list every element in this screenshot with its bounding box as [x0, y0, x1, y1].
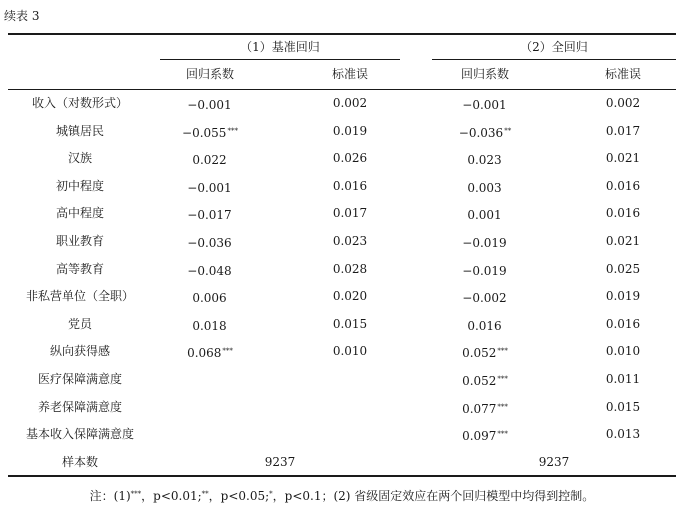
row-label-value: 党员 — [67, 317, 92, 331]
coef-full — [432, 96, 538, 112]
row-label-value: 医疗保障满意度 — [37, 372, 122, 386]
row-label — [0, 400, 160, 414]
coef-full — [432, 206, 538, 222]
se-baseline-value: 0.002 — [332, 96, 368, 110]
se-baseline-value: 0.026 — [332, 151, 368, 165]
coef-baseline — [160, 262, 260, 278]
row-label-value: 养老保障满意度 — [37, 400, 122, 414]
coef-baseline — [160, 344, 260, 360]
row-label-value: 职业教育 — [55, 234, 104, 248]
coef-baseline-value: −0.055 — [182, 126, 227, 140]
coef-full — [432, 179, 538, 195]
coef-baseline-value: 0.018 — [192, 319, 227, 333]
se-full-value: 0.013 — [605, 427, 641, 441]
coef-baseline — [160, 151, 260, 167]
sample-size-baseline: 9237 — [264, 455, 296, 469]
row-label — [0, 151, 160, 165]
coef-baseline — [160, 372, 260, 388]
note-prefix: 注：(1) — [89, 489, 131, 503]
coef-baseline-value: −0.017 — [187, 208, 232, 222]
coef-baseline — [160, 317, 260, 333]
se-baseline-value: 0.020 — [332, 289, 368, 303]
coef-full-value: 0.052 — [462, 374, 497, 388]
se-baseline — [300, 317, 400, 331]
se-baseline-value: 0.015 — [332, 317, 368, 331]
column-header-coef-1: 回归系数 — [185, 67, 234, 81]
se-full-value: 0.002 — [605, 96, 641, 110]
group-header-full: （2）全回归 — [520, 40, 588, 54]
se-full — [570, 344, 676, 358]
row-label — [0, 372, 160, 386]
coef-baseline — [160, 206, 260, 222]
row-label — [0, 427, 160, 441]
se-full — [570, 124, 676, 138]
se-full — [570, 151, 676, 165]
se-full — [570, 179, 676, 193]
se-baseline-value: 0.023 — [332, 234, 368, 248]
coef-baseline — [160, 234, 260, 250]
se-full-value: 0.017 — [605, 124, 641, 138]
se-full — [570, 96, 676, 110]
group-underline-baseline — [160, 59, 400, 60]
row-label-value: 纵向获得感 — [49, 344, 110, 358]
se-baseline — [300, 344, 400, 358]
table-note — [0, 487, 684, 504]
coef-baseline — [160, 427, 260, 443]
row-label — [0, 234, 160, 248]
top-rule — [8, 33, 676, 35]
coef-baseline-value: −0.048 — [187, 264, 232, 278]
significance-stars: *** — [497, 403, 508, 411]
se-full-value: 0.016 — [605, 206, 641, 220]
note-text-3: ，p<0.1；(2) 省级固定效应在两个回归模型中均得到控制。 — [272, 489, 595, 503]
note-stars-2: ** — [201, 490, 209, 498]
se-baseline-value: 0.017 — [332, 206, 368, 220]
coef-full-value: −0.001 — [462, 98, 507, 112]
coef-full — [432, 262, 538, 278]
coef-full-value: 0.023 — [467, 153, 502, 167]
group-underline-full — [432, 59, 676, 60]
bottom-rule — [8, 475, 676, 477]
se-full-value: 0.015 — [605, 400, 641, 414]
se-full-value: 0.021 — [605, 234, 641, 248]
coef-baseline-value: −0.001 — [187, 98, 232, 112]
note-stars-1: *** — [130, 490, 142, 498]
se-full-value: 0.019 — [605, 289, 641, 303]
se-baseline — [300, 151, 400, 165]
row-label — [0, 179, 160, 193]
coef-baseline — [160, 96, 260, 112]
coef-full-value: −0.002 — [462, 291, 507, 305]
coef-baseline-value: 0.006 — [192, 291, 227, 305]
row-label — [0, 124, 160, 138]
sample-size-label: 样本数 — [61, 455, 98, 469]
significance-stars: *** — [227, 127, 238, 135]
se-full-value: 0.025 — [605, 262, 641, 276]
se-baseline — [300, 262, 400, 276]
column-header-se-2: 标准误 — [604, 67, 641, 81]
coef-full-value: 0.001 — [467, 208, 502, 222]
coef-full-value: 0.077 — [462, 402, 497, 416]
se-full — [570, 262, 676, 276]
row-label-value: 汉族 — [67, 151, 92, 165]
group-header-baseline: （1）基准回归 — [240, 40, 320, 54]
coef-baseline-value: 0.022 — [192, 153, 227, 167]
row-label-value: 非私营单位（全职） — [25, 289, 134, 303]
coef-full — [432, 400, 538, 416]
se-full — [570, 400, 676, 414]
column-header-coef-2: 回归系数 — [460, 67, 509, 81]
note-stars-3: * — [269, 490, 273, 498]
coef-full-value: −0.019 — [462, 264, 507, 278]
se-full — [570, 206, 676, 220]
coef-full — [432, 344, 538, 360]
se-baseline-value: 0.010 — [332, 344, 368, 358]
se-baseline — [300, 96, 400, 110]
coef-full — [432, 317, 538, 333]
table-caption: 续表 3 — [4, 9, 40, 23]
row-label-value: 城镇居民 — [55, 124, 104, 138]
se-full-value: 0.010 — [605, 344, 641, 358]
se-baseline-value: 0.016 — [332, 179, 368, 193]
coef-baseline-value: 0.068 — [187, 346, 222, 360]
se-full-value: 0.021 — [605, 151, 641, 165]
se-full — [570, 317, 676, 331]
coef-baseline — [160, 289, 260, 305]
se-full-value: 0.011 — [605, 372, 641, 386]
note-text-1: ，p<0.01; — [141, 489, 202, 503]
se-baseline-value: 0.028 — [332, 262, 368, 276]
row-label — [0, 206, 160, 220]
se-baseline — [300, 206, 400, 220]
se-full-value: 0.016 — [605, 179, 641, 193]
row-label — [0, 289, 160, 303]
significance-stars: *** — [497, 430, 508, 438]
se-baseline — [300, 289, 400, 303]
coef-full — [432, 124, 538, 140]
coef-baseline — [160, 124, 260, 140]
coef-baseline — [160, 400, 260, 416]
row-label-value: 高等教育 — [55, 262, 104, 276]
row-label — [0, 96, 160, 110]
row-label-value: 基本收入保障满意度 — [25, 427, 134, 441]
sample-size-full: 9237 — [538, 455, 570, 469]
coef-full — [432, 151, 538, 167]
row-label-value: 高中程度 — [55, 206, 104, 220]
coef-baseline — [160, 179, 260, 195]
se-full — [570, 289, 676, 303]
row-label — [0, 317, 160, 331]
coef-full — [432, 234, 538, 250]
row-label-value: 收入（对数形式） — [31, 96, 128, 110]
se-baseline — [300, 234, 400, 248]
coef-baseline-value: −0.001 — [187, 181, 232, 195]
se-full — [570, 372, 676, 386]
coef-full-value: −0.019 — [462, 236, 507, 250]
header-rule — [8, 89, 676, 90]
coef-full-value: 0.052 — [462, 346, 497, 360]
significance-stars: ** — [504, 127, 512, 135]
se-full — [570, 427, 676, 441]
row-label — [0, 262, 160, 276]
significance-stars: *** — [497, 347, 508, 355]
row-label — [0, 344, 160, 358]
coef-full-value: 0.003 — [467, 181, 502, 195]
significance-stars: *** — [222, 347, 233, 355]
coef-full — [432, 372, 538, 388]
se-baseline — [300, 124, 400, 138]
se-baseline — [300, 179, 400, 193]
note-text-2: ，p<0.05; — [208, 489, 270, 503]
column-header-se-1: 标准误 — [331, 67, 368, 81]
coef-full-value: −0.036 — [458, 126, 504, 140]
se-baseline-value: 0.019 — [332, 124, 368, 138]
coef-full-value: 0.097 — [462, 429, 497, 443]
coef-baseline-value: −0.036 — [187, 236, 232, 250]
coef-full — [432, 427, 538, 443]
se-full-value: 0.016 — [605, 317, 641, 331]
significance-stars: *** — [497, 375, 508, 383]
row-label-value: 初中程度 — [55, 179, 104, 193]
coef-full — [432, 289, 538, 305]
se-full — [570, 234, 676, 248]
coef-full-value: 0.016 — [467, 319, 502, 333]
